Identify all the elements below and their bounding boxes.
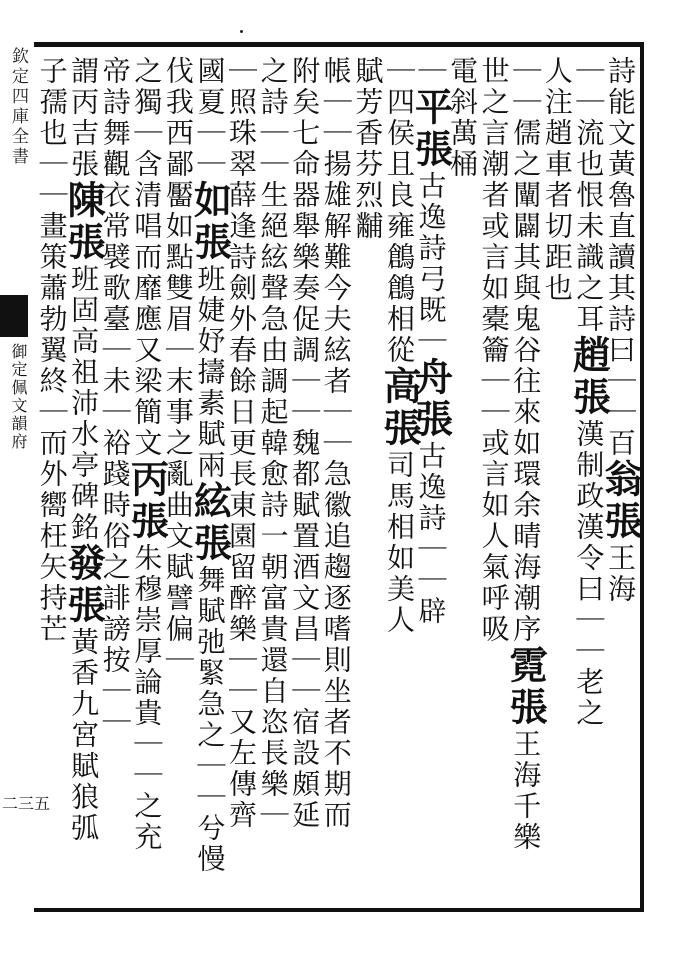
text-run: 帝詩舞觀衣常襞歌臺｜未｜ (98, 56, 132, 428)
text-column (408, 56, 454, 904)
text-run: 帳｜｜揚雄解難今夫絃者｜｜急徽追趨逐嗜則坐者不期而 (319, 56, 353, 831)
text-run: 班婕妤擣素賦兩 (193, 264, 227, 481)
text-column (503, 56, 549, 904)
text-run: 朱穆崇厚論貴｜｜之充 (130, 543, 164, 853)
text-column (187, 56, 233, 904)
text-column (597, 56, 643, 904)
text-run: 裕踐時俗之誹謗按｜｜ (98, 428, 132, 738)
text-column (541, 56, 573, 904)
text-column (36, 56, 68, 904)
margin-strip (0, 47, 51, 908)
text-column (257, 56, 289, 904)
text-run: 雍鶬鶬相從 (382, 211, 416, 366)
headword: 霓張 (503, 645, 549, 729)
text-column (566, 56, 612, 904)
text-run: 王海千樂 (509, 729, 543, 853)
text-run: 國夏｜｜ (193, 56, 227, 180)
headword: 發張 (61, 543, 107, 627)
text-run: 子孺也 (35, 56, 69, 149)
text-column (124, 56, 170, 904)
text-run: ｜｜儒之闡闢其與鬼谷往來如環余晴海潮序 (509, 56, 543, 645)
text-column (352, 56, 384, 904)
headword: 如張 (187, 180, 233, 264)
headword: 高張 (376, 366, 422, 450)
text-run: 謂丙吉張 (67, 56, 101, 180)
headword: 舟張 (408, 357, 454, 441)
text-run: 古逸詩弓既｜ (414, 171, 448, 357)
text-run: 末事之亂曲文賦譬偏｜ (161, 366, 195, 676)
book-subtitle: 御定佩文韻府 (9, 343, 28, 451)
headword: 絃張 (187, 481, 233, 565)
text-run: 班固高祖沛水亭碑銘 (67, 264, 101, 543)
headword: 丙張 (124, 459, 170, 543)
text-run: 電斜萬桶 (446, 56, 480, 180)
text-run: 王海 (603, 543, 637, 605)
ink-speck (240, 30, 243, 33)
text-run: 古逸詩｜｜辟 (414, 441, 448, 627)
text-run: 黃香九宮賦狼弧 (67, 627, 101, 844)
text-column (447, 56, 479, 904)
text-run: 世之言潮者或言如橐籥｜｜或言如人氣呼吸 (477, 56, 511, 645)
text-column (61, 56, 107, 904)
text-run: ｜而外嚮枉矢持芒 (35, 397, 69, 645)
text-run: ｜｜畫策蕭勃翼終 (35, 149, 69, 397)
text-column (376, 56, 422, 904)
text-column (320, 56, 352, 904)
text-run: 靨如點雙眉｜ (161, 180, 195, 366)
text-run: 之獨｜含清唱而靡應又梁簡文 (130, 56, 164, 459)
text-run: 伐我西鄙 (161, 56, 195, 180)
text-run: ｜｜流也恨未識之耳 (572, 56, 606, 335)
text-run: ｜四侯且良 (382, 56, 416, 211)
text-column (478, 56, 510, 904)
headword: 翁張 (597, 459, 643, 543)
text-run: 司馬相如美人 (382, 450, 416, 636)
text-run: 人注趙車者切距也 (540, 56, 574, 304)
text-run: 詩能文黃魯直讀其詩曰｜｜百 (603, 56, 637, 459)
text-run: 舞賦弛緊急之｜｜兮慢 (193, 565, 227, 875)
text-run: 之詩｜｜生絕絃聲急由調起韓愈詩一朝富貴還自恣長樂｜ (256, 56, 290, 831)
text-run: ｜ (414, 56, 448, 87)
headword: 平張 (408, 87, 454, 171)
text-run: 賦芳香芬烈黼 (351, 56, 385, 242)
page-number: 二三五 (2, 794, 51, 813)
frame-border-top (34, 42, 644, 47)
fishtail-marker (0, 295, 28, 337)
frame-border-bottom (34, 908, 642, 912)
text-run: 附矣七命器舉樂奏促調｜｜魏都賦置酒文昌｜｜宿設頗延 (288, 56, 322, 831)
text-run: ｜照珠翠薛逢詩劍外春餘日更長東園留醉樂｜｜又左傳齊 (225, 56, 259, 831)
headword: 趙張 (566, 335, 612, 419)
book-title: 欽定四庫全書 (8, 47, 28, 167)
text-run: 漢制政漢令曰｜｜老之 (572, 419, 606, 729)
text-column (289, 56, 321, 904)
headword: 陳張 (61, 180, 107, 264)
